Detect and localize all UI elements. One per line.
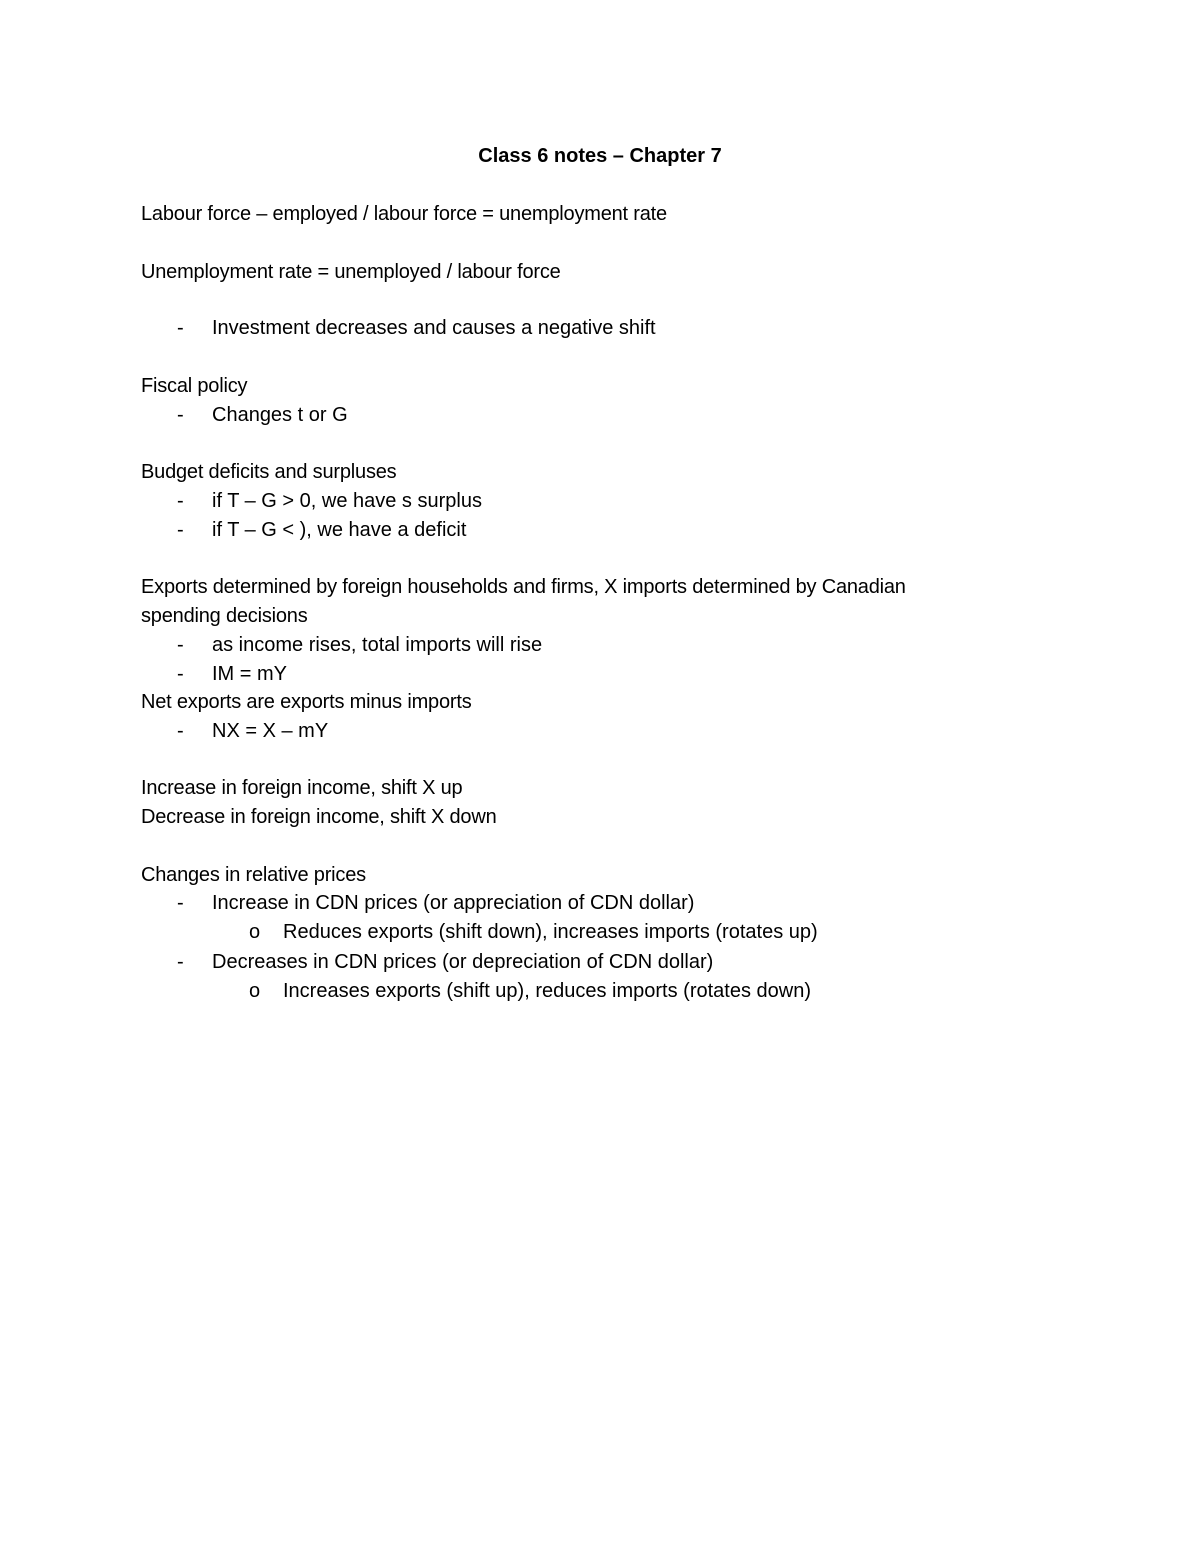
circle-bullet-marker: o	[249, 921, 261, 943]
bullet-item: Increase in CDN prices (or appreciation of CDN dollar)	[212, 892, 695, 914]
dash-bullet-marker: -	[177, 634, 184, 656]
text-line: Decrease in foreign income, shift X down	[141, 806, 497, 828]
text-line: Increase in foreign income, shift X up	[141, 777, 463, 799]
dash-bullet-marker: -	[177, 951, 184, 973]
sub-bullet-item: Reduces exports (shift down), increases imports (rotates up)	[283, 921, 818, 943]
bullet-item: if T – G > 0, we have s surplus	[212, 490, 482, 512]
section-heading: Fiscal policy	[141, 375, 248, 397]
text-line: Unemployment rate = unemployed / labour force	[141, 261, 561, 283]
circle-bullet-marker: o	[249, 980, 261, 1002]
sub-bullet-item: Increases exports (shift up), reduces imports (rotates down)	[283, 980, 811, 1002]
bullet-item: if T – G < ), we have a deficit	[212, 519, 467, 541]
dash-bullet-marker: -	[177, 519, 184, 541]
dash-bullet-marker: -	[177, 720, 184, 742]
dash-bullet-marker: -	[177, 892, 184, 914]
dash-bullet-marker: -	[177, 404, 184, 426]
bullet-item: Investment decreases and causes a negative shift	[212, 317, 656, 339]
bullet-item: NX = X – mY	[212, 720, 329, 742]
text-line: spending decisions	[141, 605, 308, 627]
dash-bullet-marker: -	[177, 490, 184, 512]
dash-bullet-marker: -	[177, 317, 184, 339]
page-title: Class 6 notes – Chapter 7	[478, 145, 722, 167]
bullet-item: Changes t or G	[212, 404, 348, 426]
section-heading: Net exports are exports minus imports	[141, 691, 472, 713]
bullet-item: Decreases in CDN prices (or depreciation of CDN dollar)	[212, 951, 714, 973]
bullet-item: IM = mY	[212, 663, 288, 685]
text-line: Exports determined by foreign households and firms, X imports determined by Canadian	[141, 576, 906, 598]
bullet-item: as income rises, total imports will rise	[212, 634, 543, 656]
dash-bullet-marker: -	[177, 663, 184, 685]
section-heading: Changes in relative prices	[141, 864, 366, 886]
section-heading: Budget deficits and surpluses	[141, 461, 397, 483]
text-line: Labour force – employed / labour force = unemployment rate	[141, 203, 667, 225]
